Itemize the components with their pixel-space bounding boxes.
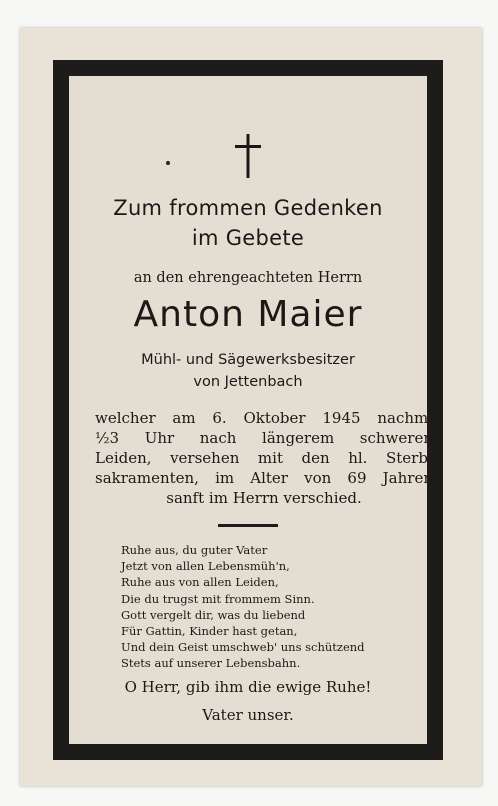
heading-line-2: im Gebete bbox=[191, 226, 305, 250]
cross-icon bbox=[235, 134, 261, 178]
poem-line: Jetzt von allen Lebensmüh'n, bbox=[121, 559, 290, 574]
body-line: sakramenten, im Alter von 69 Jahren bbox=[95, 469, 433, 487]
poem-line: Ruhe aus von allen Leiden, bbox=[121, 575, 279, 590]
origin-text: von Jettenbach bbox=[193, 374, 303, 390]
body-line: Leiden, versehen mit den hl. Sterb- bbox=[95, 449, 433, 467]
body-line: welcher am 6. Oktober 1945 nachm. bbox=[95, 409, 433, 427]
ink-spot bbox=[166, 161, 170, 165]
divider bbox=[218, 524, 278, 527]
deceased-name: Anton Maier bbox=[133, 294, 363, 335]
card-content bbox=[69, 76, 433, 755]
poem bbox=[121, 542, 365, 672]
prayer-text: O Herr, gib ihm die ewige Ruhe! bbox=[124, 678, 372, 696]
poem-line: Gott vergelt dir, was du liebend bbox=[121, 607, 306, 622]
poem-line: Und dein Geist umschweb' uns schützend bbox=[121, 640, 365, 655]
printer-imprint: D. Geiger, Mühldorf bbox=[201, 744, 295, 755]
memorial-card bbox=[20, 28, 482, 786]
heading-line-1: Zum frommen Gedenken bbox=[113, 196, 383, 220]
body-line: sanft im Herrn verschied. bbox=[166, 489, 362, 507]
profession-text: Mühl- und Sägewerksbesitzer bbox=[141, 352, 355, 368]
intro-text: an den ehrengeachteten Herrn bbox=[133, 270, 363, 286]
mourning-border bbox=[53, 60, 443, 760]
poem-line: Für Gattin, Kinder hast getan, bbox=[121, 624, 298, 639]
poem-line: Die du trugst mit frommem Sinn. bbox=[121, 591, 315, 606]
poem-line: Ruhe aus, du guter Vater bbox=[121, 543, 268, 557]
poem-line: Stets auf unserer Lebensbahn. bbox=[121, 656, 301, 671]
body-line: ½3 Uhr nach längerem schweren bbox=[95, 429, 433, 447]
closing-text: Vater unser. bbox=[202, 706, 294, 724]
